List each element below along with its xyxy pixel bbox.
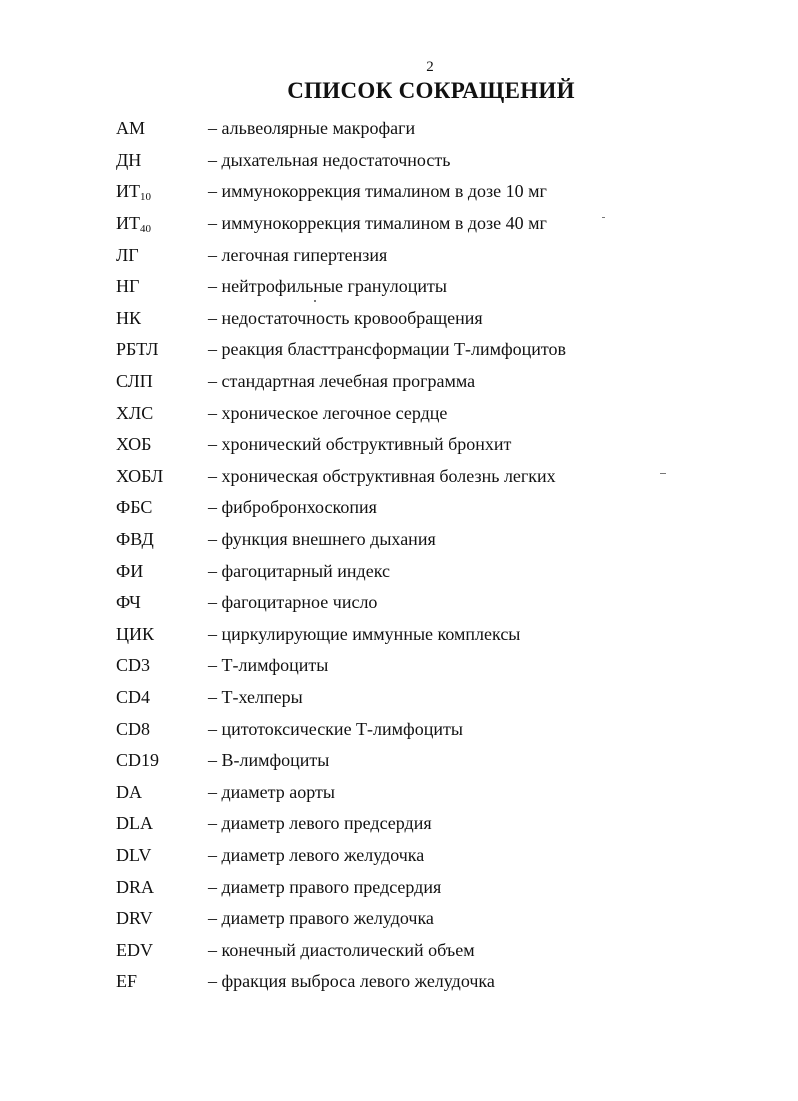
abbreviation-row — [116, 903, 716, 935]
abbreviation-row — [116, 934, 716, 966]
abbreviation-definition: – хроническое легочное сердце — [208, 402, 448, 423]
abbreviation-term — [116, 466, 208, 487]
abbreviation-term — [116, 497, 208, 518]
abbreviation-term — [116, 561, 208, 582]
abbreviation-definition: – диаметр левого предсердия — [208, 813, 432, 834]
abbreviation-definition: – хронический обструктивный бронхит — [208, 434, 512, 455]
abbreviation-row — [116, 397, 716, 429]
scan-speck — [314, 300, 316, 302]
abbreviation-term — [116, 971, 208, 992]
abbreviation-definition: – фагоцитарное число — [208, 592, 378, 613]
abbreviation-term — [116, 403, 208, 424]
abbreviation-definition: – фибробронхоскопия — [208, 497, 377, 518]
abbreviation-term — [116, 150, 208, 171]
abbreviation-term — [116, 813, 208, 834]
abbreviation-definition: – реакция бласттрансформации Т-лимфоцитов — [208, 339, 567, 360]
abbreviation-term — [116, 750, 208, 771]
abbreviation-definition: – дыхательная недостаточность — [208, 149, 451, 170]
abbreviation-row — [116, 303, 716, 335]
abbreviation-term-subscript: 40 — [140, 223, 151, 236]
abbreviation-row — [116, 966, 716, 998]
abbreviation-definition: – стандартная лечебная программа — [208, 371, 476, 392]
abbreviation-term — [116, 118, 208, 139]
abbreviation-definition: – диаметр правого желудочка — [208, 908, 434, 929]
abbreviation-term-text: ФВД — [116, 529, 154, 550]
abbreviation-term-text: ЛГ — [116, 244, 139, 265]
abbreviation-list — [116, 113, 716, 998]
abbreviation-term — [116, 687, 208, 708]
abbreviation-row — [116, 650, 716, 682]
abbreviation-row — [116, 776, 716, 808]
page-number: 2 — [426, 59, 434, 75]
abbreviation-term — [116, 339, 208, 360]
abbreviation-term-text: АМ — [116, 118, 146, 139]
abbreviation-row — [116, 429, 716, 461]
abbreviation-term-text: НК — [116, 307, 142, 328]
abbreviation-row — [116, 587, 716, 619]
abbreviation-row — [116, 871, 716, 903]
abbreviation-term-text: ФБС — [116, 497, 153, 518]
abbreviation-term — [116, 877, 208, 898]
abbreviation-definition: – фракция выброса левого желудочка — [208, 971, 495, 992]
abbreviation-definition: – функция внешнего дыхания — [208, 529, 436, 550]
abbreviation-row — [116, 208, 716, 240]
abbreviation-term-text: DLA — [116, 813, 153, 834]
abbreviation-term — [116, 213, 208, 234]
abbreviation-definition: – Т-лимфоциты — [208, 655, 329, 676]
abbreviation-definition: – нейтрофильные гранулоциты — [208, 276, 447, 297]
abbreviation-term — [116, 245, 208, 266]
abbreviation-term — [116, 276, 208, 297]
abbreviation-row — [116, 713, 716, 745]
abbreviation-definition: – легочная гипертензия — [208, 244, 388, 265]
abbreviation-term-text: CD19 — [116, 750, 160, 771]
abbreviation-term — [116, 655, 208, 676]
abbreviation-row — [116, 492, 716, 524]
page-title: СПИСОК СОКРАЩЕНИЙ — [287, 78, 575, 103]
abbreviation-term-text: CD8 — [116, 718, 151, 739]
abbreviation-row — [116, 808, 716, 840]
abbreviation-term-text: DRV — [116, 908, 153, 929]
abbreviation-row — [116, 176, 716, 208]
abbreviation-term — [116, 592, 208, 613]
abbreviation-term-text: ФЧ — [116, 592, 141, 613]
abbreviation-term-text: DLV — [116, 844, 152, 865]
abbreviation-row — [116, 619, 716, 651]
abbreviation-definition: – циркулирующие иммунные комплексы — [208, 623, 521, 644]
abbreviation-definition: – диаметр аорты — [208, 781, 335, 802]
abbreviation-term — [116, 308, 208, 329]
abbreviation-term — [116, 371, 208, 392]
abbreviation-row — [116, 682, 716, 714]
abbreviation-term — [116, 719, 208, 740]
abbreviation-definition: – диаметр левого желудочка — [208, 844, 425, 865]
abbreviation-definition: – диаметр правого предсердия — [208, 876, 442, 897]
scan-speck — [602, 217, 605, 218]
abbreviation-row — [116, 840, 716, 872]
abbreviation-definition: – конечный диастолический объем — [208, 939, 475, 960]
abbreviation-term — [116, 529, 208, 550]
scan-speck — [660, 473, 666, 474]
abbreviation-row — [116, 524, 716, 556]
abbreviation-definition: – иммунокоррекция тималином в дозе 10 мг — [208, 181, 547, 202]
abbreviation-row — [116, 334, 716, 366]
abbreviation-row — [116, 113, 716, 145]
abbreviation-row — [116, 145, 716, 177]
abbreviation-definition: – иммунокоррекция тималином в дозе 40 мг — [208, 213, 547, 234]
abbreviation-row — [116, 461, 716, 493]
abbreviation-row — [116, 239, 716, 271]
abbreviation-term-text: EDV — [116, 939, 153, 960]
abbreviation-definition: – цитотоксические Т-лимфоциты — [208, 718, 463, 739]
abbreviation-definition: – Т-хелперы — [208, 686, 303, 707]
abbreviation-definition: – недостаточность кровообращения — [208, 307, 483, 328]
abbreviation-term-text: РБТЛ — [116, 339, 159, 360]
abbreviation-term — [116, 181, 208, 202]
abbreviation-term-text: EF — [116, 971, 138, 992]
abbreviation-term-text: DA — [116, 781, 142, 802]
abbreviation-term — [116, 845, 208, 866]
abbreviation-term — [116, 782, 208, 803]
abbreviation-term-text: ИТ — [116, 213, 140, 234]
abbreviation-term-text: ХОБ — [116, 434, 152, 455]
abbreviation-row — [116, 271, 716, 303]
abbreviation-row — [116, 366, 716, 398]
abbreviation-term — [116, 940, 208, 961]
abbreviation-term — [116, 908, 208, 929]
abbreviation-term-text: СЛП — [116, 371, 153, 392]
abbreviation-term-text: CD4 — [116, 686, 151, 707]
abbreviation-definition: – хроническая обструктивная болезнь легких — [208, 465, 556, 486]
abbreviation-definition: – фагоцитарный индекс — [208, 560, 390, 581]
abbreviation-term-text: ХОБЛ — [116, 465, 164, 486]
abbreviation-term-text: ДН — [116, 149, 142, 170]
abbreviation-row — [116, 555, 716, 587]
abbreviation-term-text: ЦИК — [116, 623, 155, 644]
abbreviation-term-text: CD3 — [116, 655, 151, 676]
abbreviation-term-text: ФИ — [116, 560, 144, 581]
abbreviation-term — [116, 624, 208, 645]
abbreviation-term-text: НГ — [116, 276, 140, 297]
abbreviation-term-text: ИТ — [116, 181, 140, 202]
abbreviation-definition: – альвеолярные макрофаги — [208, 118, 416, 139]
abbreviation-row — [116, 745, 716, 777]
abbreviation-term-subscript: 10 — [140, 191, 151, 204]
abbreviation-term-text: ХЛС — [116, 402, 154, 423]
abbreviation-term-text: DRA — [116, 876, 155, 897]
abbreviation-definition: – В-лимфоциты — [208, 750, 330, 771]
abbreviation-term — [116, 434, 208, 455]
